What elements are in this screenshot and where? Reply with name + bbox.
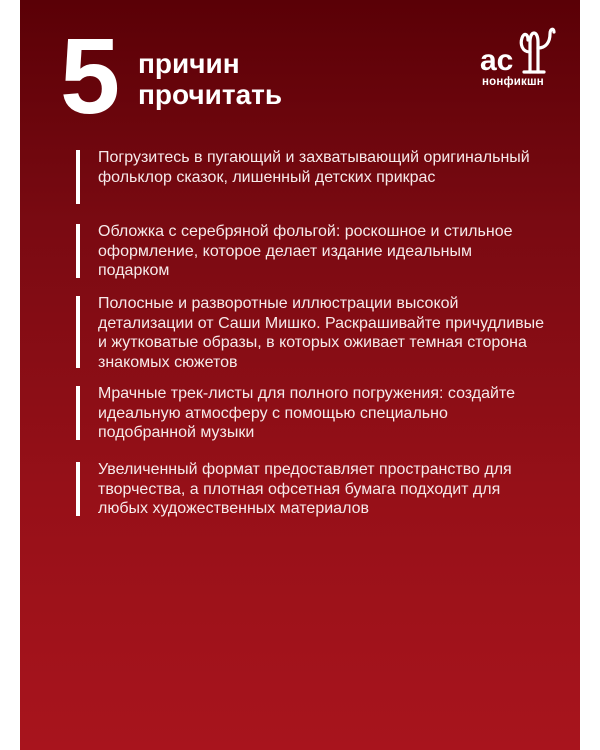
title-line-1: причин [138,48,240,79]
list-item-bar [76,150,80,204]
page-title [138,48,282,110]
list-item-text: Мрачные трек-листы для полного погружения: создайте идеальную атмосферу с помощью специально подобранной музыки [98,385,516,441]
list-item-bar [76,224,80,278]
logo-mark-text: ac [480,44,514,77]
promo-card [20,0,580,750]
list-item-text: Увеличенный формат предоставляет пространство для творчества, а плотная офсетная бумага подходит для любых художественных материалов [98,461,512,517]
list-item-bar [76,296,80,368]
cactus-figure-icon [478,22,562,78]
title-line-2: прочитать [138,79,283,110]
list-item-bar [76,462,80,516]
list-item-text: Погрузитесь в пугающий и захватывающий оригинальный фольклор сказок, лишенный детских прикрас [98,149,530,186]
list-item-text: Полосные и разворотные иллюстрации высокой детализации от Саши Мишко. Раскрашивайте причудливые и жутковатые образы, в которых оживает темная сторона знакомых сюжетов [98,295,545,371]
list-item-text: Обложка с серебряной фольгой: роскошное и стильное оформление, которое делает издание идеальным подарком [98,223,513,279]
logo-subtitle: нонфикшн [482,76,544,88]
publisher-logo [478,22,562,94]
list-item-bar [76,386,80,440]
reasons-count: 5 [60,15,119,136]
